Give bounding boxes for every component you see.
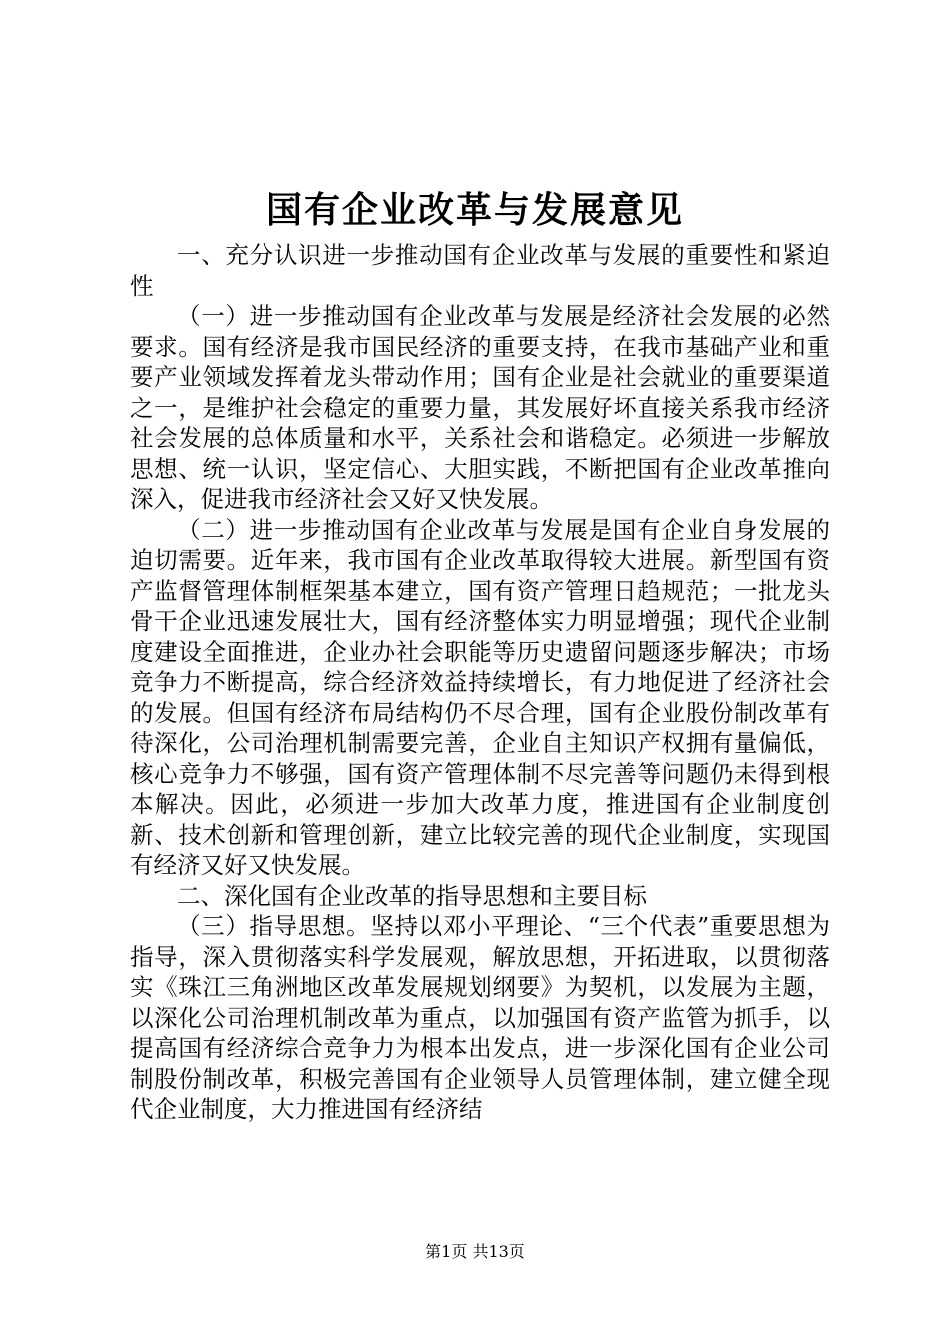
paragraph: （二）进一步推动国有企业改革与发展是国有企业自身发展的迫切需要。近年来，我市国有企业改革取得较大进展。新型国有资产监督管理体制框架基本建立，国有资产管理日趋规范；一批龙头骨干企业迅速发展壮大，国有经济整体实力明显增强；现代企业制度建设全面推进，企业办社会职能等历史遗留问题逐步解决；市场竞争力不断提高，综合经济效益持续增长，有力地促进了经济社会的发展。但国有经济布局结构仍不尽合理，国有企业股份制改革有待深化，公司治理机制需要完善，企业自主知识产权拥有量偏低，核心竞争力不够强，国有资产管理体制不尽完善等问题仍未得到根本解决。因此，必须进一步加大改革力度，推进国有企业制度创新、技术创新和管理创新，建立比较完善的现代企业制度，实现国有经济又好又快发展。 bbox=[130, 515, 830, 879]
section-heading: 一、充分认识进一步推动国有企业改革与发展的重要性和紧迫性 bbox=[130, 241, 830, 300]
section-heading: 二、深化国有企业改革的指导思想和主要目标 bbox=[177, 881, 647, 910]
page-footer: 第1页 共13页 bbox=[425, 1242, 525, 1261]
document-body bbox=[130, 240, 830, 1125]
paragraph: （一）进一步推动国有企业改革与发展是经济社会发展的必然要求。国有经济是我市国民经济的重要支持，在我市基础产业和重要产业领域发挥着龙头带动作用；国有企业是社会就业的重要渠道之一，是维护社会稳定的重要力量，其发展好坏直接关系我市经济社会发展的总体质量和水平，关系社会和谐稳定。必须进一步解放思想、统一认识，坚定信心、大胆实践，不断把国有企业改革推向深入，促进我市经济社会又好又快发展。 bbox=[130, 302, 830, 513]
paragraph: （三）指导思想。坚持以邓小平理论、“三个代表”重要思想为指导，深入贯彻落实科学发展观，解放思想，开拓进取，以贯彻落实《珠江三角洲地区改革发展规划纲要》为契机，以发展为主题，以深化公司治理机制改革为重点，以加强国有资产监管为抓手，以提高国有经济综合竞争力为根本出发点，进一步深化国有企业公司制股份制改革，积极完善国有企业领导人员管理体制，建立健全现代企业制度，大力推进国有经济结 bbox=[130, 912, 830, 1123]
document-title: 国有企业改革与发展意见 bbox=[265, 189, 684, 231]
